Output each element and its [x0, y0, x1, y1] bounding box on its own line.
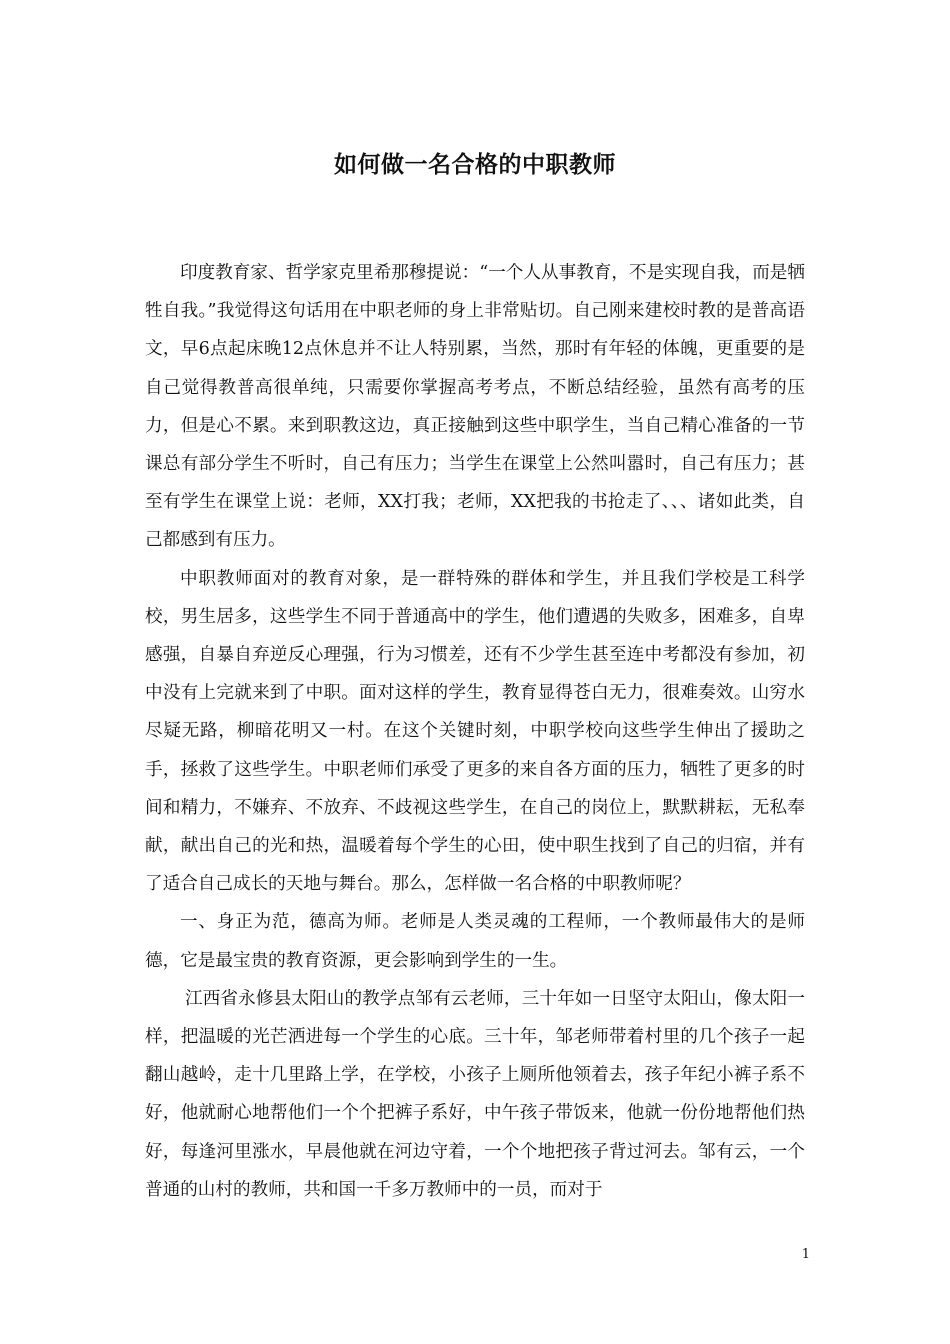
document-title: 如何做一名合格的中职教师 [334, 151, 616, 179]
paragraph-2: 中职教师面对的教育对象，是一群特殊的群体和学生，并且我们学校是工科学校，男生居多，这些学生不同于普通高中的学生，他们遭遇的失败多，困难多，自卑感强，自暴自弃逆反心理强，行为习惯差，还有不少学生甚至连中考都没有参加，初中没有上完就来到了中职。面对这样的学生，教育显得苍白无力，很难奏效。山穷水尽疑无路，柳暗花明又一村。在这个关键时刻，中职学校向这些学生伸出了援助之手，拯救了这些学生。中职老师们承受了更多的来自各方面的压力，牺牲了更多的时间和精力，不嫌弃、不放弃、不歧视这些学生，在自己的岗位上，默默耕耘，无私奉献，献出自己的光和热，温暖着每个学生的心田，使中职生找到了自己的归宿，并有了适合自己成长的天地与舞台。那么，怎样做一名合格的中职教师呢？ [145, 568, 805, 895]
page-number: 1 [801, 1247, 810, 1262]
paragraph-4: 江西省永修县太阳山的教学点邹有云老师，三十年如一日坚守太阳山，像太阳一样，把温暖的光芒洒进每一个学生的心底。三十年，邹老师带着村里的几个孩子一起翻山越岭，走十几里路上学，在学校，小孩子上厕所他领着去，孩子年纪小裤子系不好，他就耐心地帮他们一个个把裤子系好，中午孩子带饭来，他就一份份地帮他们热好，每逢河里涨水，早晨他就在河边守着，一个个地把孩子背过河去。邹有云，一个普通的山村的教师，共和国一千多万教师中的一员，而对于 [145, 988, 805, 1200]
paragraph-1: 印度教育家、哲学家克里希那穆提说：“一个人从事教育，不是实现自我，而是牺牲自我。”我觉得这句话用在中职老师的身上非常贴切。自己刚来建校时教的是普高语文，早6点起床晚12点休息并不让人特别累，当然，那时有年轻的体魄，更重要的是自己觉得教普高很单纯，只需要你掌握高考考点，不断总结经验，虽然有高考的压力，但是心不累。来到职教这边，真正接触到这些中职学生，当自己精心准备的一节课总有部分学生不听时，自己有压力；当学生在课堂上公然叫嚣时，自己有压力；甚至有学生在课堂上说：老师，XX打我；老师，XX把我的书抢走了、、、诸如此类，自己都感到有压力。 [145, 263, 805, 551]
document-body [145, 254, 805, 1209]
paragraph-3: 一、身正为范，德高为师。老师是人类灵魂的工程师，一个教师最伟大的是师德，它是最宝贵的教育资源，更会影响到学生的一生。 [145, 912, 805, 971]
